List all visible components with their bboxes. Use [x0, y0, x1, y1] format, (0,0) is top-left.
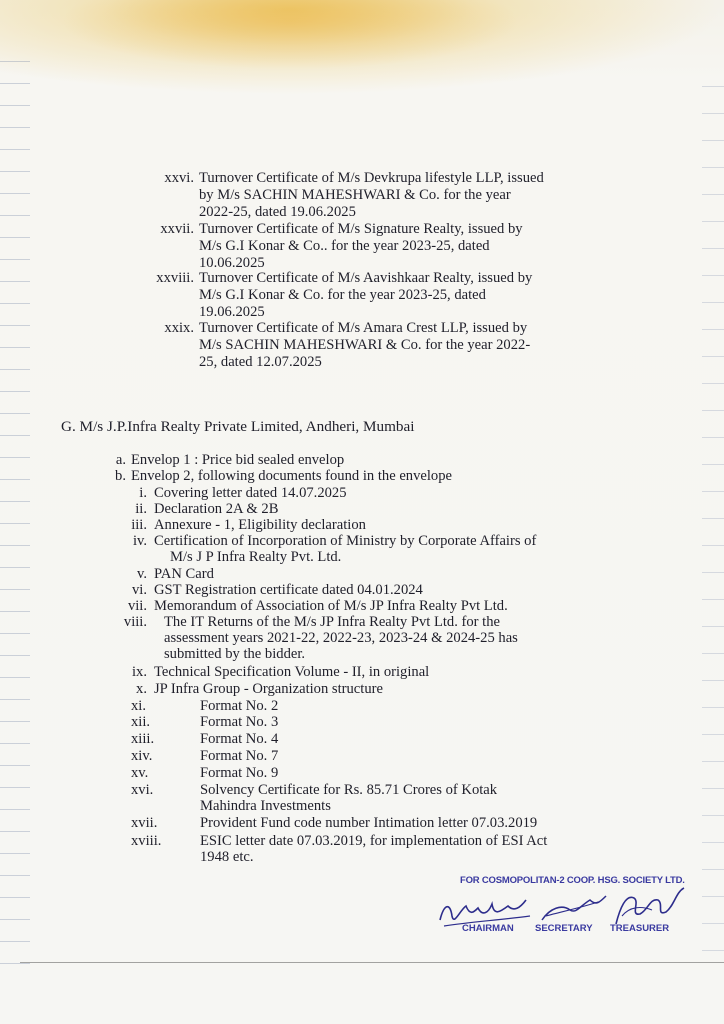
bottom-rule	[20, 962, 724, 963]
list-number: viii.	[123, 614, 147, 630]
list-number: iv.	[132, 533, 147, 549]
right-margin-marks	[702, 60, 724, 960]
list-item-text: The IT Returns of the M/s JP Infra Realty Pvt Ltd. for the	[164, 614, 501, 630]
list-number: a.	[115, 452, 126, 468]
list-number: xviii.	[131, 833, 162, 849]
list-number: v.	[137, 566, 147, 582]
list-item-text: Turnover Certificate of M/s Signature Realty, issued by	[199, 221, 523, 237]
list-item-text: Format No. 2	[200, 698, 279, 714]
list-item-text: 25, dated 12.07.2025	[199, 354, 322, 370]
list-number: x.	[136, 681, 147, 697]
list-number: vii.	[127, 598, 147, 614]
list-item-text: by M/s SACHIN MAHESHWARI & Co. for the year	[199, 187, 511, 203]
list-item-text: Format No. 9	[200, 765, 279, 781]
list-item-text: JP Infra Group - Organization structure	[154, 681, 383, 697]
stamp-role-secretary: SECRETARY	[535, 923, 593, 934]
list-item-text: M/s G.I Konar & Co.. for the year 2023-25, dated	[199, 238, 490, 254]
list-item-text: Format No. 3	[200, 714, 279, 730]
list-item-text: Mahindra Investments	[200, 798, 331, 814]
list-number: xiii.	[131, 731, 155, 747]
list-item-text: M/s J P Infra Realty Pvt. Ltd.	[170, 549, 342, 565]
list-number: ii.	[135, 501, 147, 517]
list-number: iii.	[131, 517, 147, 533]
list-number: xii.	[131, 714, 151, 730]
list-item-text: M/s SACHIN MAHESHWARI & Co. for the year 2022-	[199, 337, 531, 353]
list-item-text: 19.06.2025	[199, 304, 265, 320]
list-item-text: 1948 etc.	[200, 849, 254, 865]
list-number: i.	[139, 485, 147, 501]
list-number: xi.	[131, 698, 146, 714]
list-number: vi.	[132, 582, 147, 598]
list-item-text: Annexure - 1, Eligibility declaration	[154, 517, 366, 533]
list-item-text: GST Registration certificate dated 04.01.2024	[154, 582, 423, 598]
list-number: b.	[115, 468, 126, 484]
list-item-text: Declaration 2A & 2B	[154, 501, 279, 517]
list-item-text: Format No. 4	[200, 731, 279, 747]
list-number: xvi.	[131, 782, 154, 798]
list-item-text: 2022-25, dated 19.06.2025	[199, 204, 356, 220]
list-number: ix.	[132, 664, 147, 680]
list-item-text: Solvency Certificate for Rs. 85.71 Crores of Kotak	[200, 782, 498, 798]
list-item-text: PAN Card	[154, 566, 214, 582]
stamp-role-treasurer: TREASURER	[610, 923, 670, 934]
list-item-text: Turnover Certificate of M/s Amara Crest LLP, issued by	[199, 320, 528, 336]
list-item-text: Turnover Certificate of M/s Aavishkaar Realty, issued by	[199, 270, 533, 286]
list-item-text: ESIC letter date 07.03.2019, for implementation of ESI Act	[200, 833, 548, 849]
stamp-organization: FOR COSMOPOLITAN-2 COOP. HSG. SOCIETY LTD.	[460, 875, 685, 886]
list-number: xvii.	[131, 815, 158, 831]
list-item-text: M/s G.I Konar & Co. for the year 2023-25, dated	[199, 287, 486, 303]
list-item-text: 10.06.2025	[199, 255, 265, 271]
society-stamp	[460, 872, 690, 942]
list-item-text: Envelop 1 : Price bid sealed envelop	[131, 452, 345, 468]
list-number: xxviii.	[156, 270, 194, 286]
list-number: xxvii.	[160, 221, 194, 237]
list-item-text: Provident Fund code number Intimation letter 07.03.2019	[200, 815, 538, 831]
list-item-text: assessment years 2021-22, 2022-23, 2023-24 & 2024-25 has	[164, 630, 518, 646]
list-number: xv.	[131, 765, 149, 781]
stamp-role-chairman: CHAIRMAN	[462, 923, 514, 934]
list-item-text: Covering letter dated 14.07.2025	[154, 485, 347, 501]
list-item-text: Envelop 2, following documents found in the envelope	[131, 468, 452, 484]
list-item-text: Format No. 7	[200, 748, 279, 764]
paper-stain	[60, 0, 520, 70]
left-margin-marks	[0, 40, 30, 980]
list-item-text: submitted by the bidder.	[164, 646, 306, 662]
list-item-text: Technical Specification Volume - II, in original	[154, 664, 430, 680]
list-number: xxvi.	[164, 170, 194, 186]
list-item-text: Memorandum of Association of M/s JP Infra Realty Pvt Ltd.	[154, 598, 508, 614]
section-heading: G. M/s J.P.Infra Realty Private Limited, Andheri, Mumbai	[61, 418, 415, 435]
list-number: xiv.	[131, 748, 153, 764]
list-item-text: Certification of Incorporation of Ministry by Corporate Affairs of	[154, 533, 537, 549]
list-item-text: Turnover Certificate of M/s Devkrupa lifestyle LLP, issued	[199, 170, 544, 186]
list-number: xxix.	[164, 320, 194, 336]
